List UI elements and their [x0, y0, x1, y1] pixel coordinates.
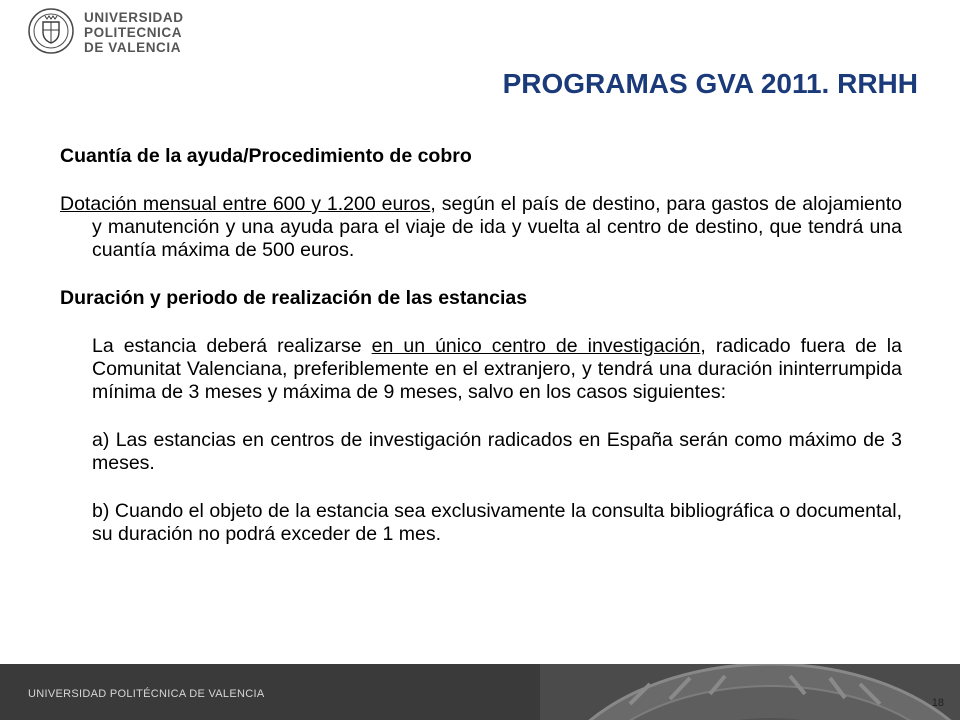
footer-bar: [0, 664, 960, 720]
list-item-b: b) Cuando el objeto de la estancia sea exclusivamente la consulta bibliográfica o documental, su duración no podrá exceder de 1 mes.: [92, 500, 902, 545]
page-title: PROGRAMAS GVA 2011. RRHH: [502, 68, 918, 99]
section-heading-amount: Cuantía de la ayuda/Procedimiento de cobro: [60, 145, 472, 167]
page-number: 18: [931, 697, 944, 709]
list-item-a: a) Las estancias en centros de investigación radicados en España serán como máximo de 3 meses.: [92, 429, 902, 474]
underlined-center-text: en un único centro de investigación: [371, 335, 701, 357]
logo-line-1: UNIVERSIDAD: [84, 10, 184, 25]
amount-text: , según el país de destino, para gastos de alojamiento y manutención y una ayuda para el viaje de ida y vuelta al centro de destino, que tendrá una cuantía máxima de 500 euros.: [92, 193, 903, 261]
footer-seal-image: [540, 664, 960, 720]
underlined-amount-text: Dotación mensual entre 600 y 1.200 euros: [60, 193, 431, 215]
paragraph-amount: [60, 193, 902, 262]
duration-text-before: La estancia deberá realizarse: [92, 335, 372, 357]
logo-line-2: POLITECNICA: [84, 25, 183, 40]
duration-text-after: , radicado fuera de la Comunitat Valenciana, preferiblemente en el extranjero, y tendrá una duración ininterrumpida mínima de 3 meses y máxima de 9 meses, salvo en los casos siguientes:: [92, 335, 902, 403]
university-logo: [28, 8, 188, 60]
section-heading-duration: Duración y periodo de realización de las estancias: [60, 287, 528, 309]
slide-content: [60, 145, 902, 571]
university-seal-icon: [28, 8, 74, 54]
footer-institution: UNIVERSIDAD POLITÉCNICA DE VALENCIA: [28, 688, 265, 700]
logo-line-3: DE VALENCIA: [84, 40, 182, 55]
paragraph-duration: [60, 335, 902, 404]
university-logo-text: [84, 10, 184, 55]
